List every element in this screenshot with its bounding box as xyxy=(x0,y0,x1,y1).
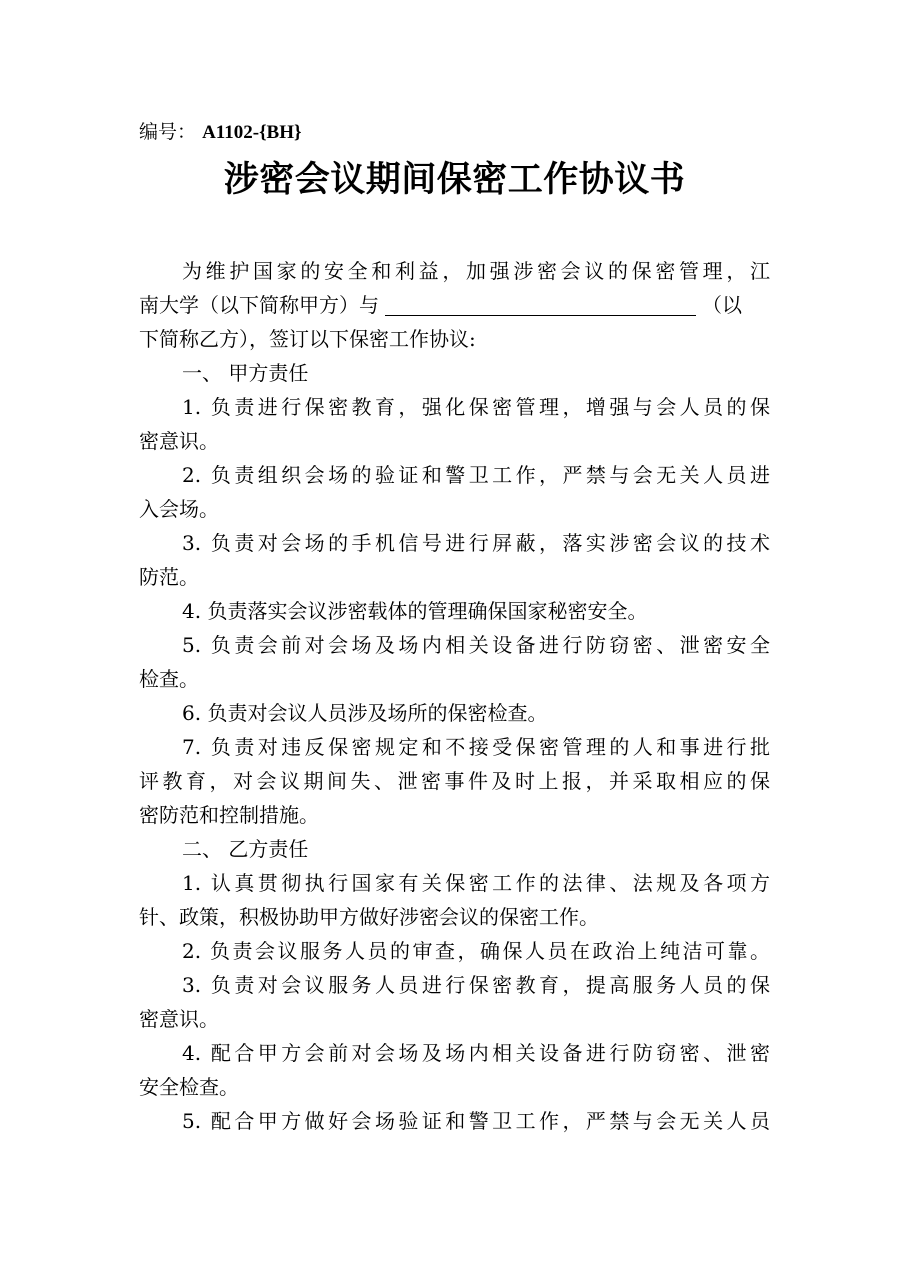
serial-label: 编号： xyxy=(139,121,197,143)
clause-line: 检查。 xyxy=(139,667,199,691)
document-title: 涉密会议期间保密工作协议书 xyxy=(223,160,686,200)
intro-text: （以 xyxy=(702,293,742,317)
section-heading-party-a: 一、 甲方责任 xyxy=(182,361,309,385)
clause-line: 3. 负责对会议服务人员进行保密教育，提高服务人员的保 xyxy=(182,973,770,997)
serial-number-line xyxy=(139,117,302,147)
serial-number: A1102-{BH} xyxy=(202,122,302,143)
clause-line: 2. 负责组织会场的验证和警卫工作，严禁与会无关人员进 xyxy=(182,463,770,487)
section-heading-party-b: 二、 乙方责任 xyxy=(182,837,309,861)
document-body xyxy=(139,254,770,1138)
clause-line: 密意识。 xyxy=(139,429,219,453)
clause-line: 3. 负责对会场的手机信号进行屏蔽，落实涉密会议的技术 xyxy=(182,531,770,555)
clause-line: 1. 负责进行保密教育，强化保密管理，增强与会人员的保 xyxy=(182,395,770,419)
clause-line: 5. 配合甲方做好会场验证和警卫工作，严禁与会无关人员 xyxy=(182,1109,770,1133)
clause-line: 针、政策，积极协助甲方做好涉密会议的保密工作。 xyxy=(139,905,599,929)
intro-line: 下简称乙方），签订以下保密工作协议: xyxy=(139,327,476,351)
clause-line: 密防范和控制措施。 xyxy=(139,803,319,827)
clause-line: 入会场。 xyxy=(139,497,219,521)
party-b-blank-line xyxy=(385,293,696,316)
intro-line-with-blank xyxy=(139,288,770,322)
clause-line: 1. 认真贯彻执行国家有关保密工作的法律、法规及各项方 xyxy=(182,871,770,895)
clause-line: 2. 负责会议服务人员的审查，确保人员在政治上纯洁可靠。 xyxy=(182,939,770,963)
clause-line: 防范。 xyxy=(139,565,199,589)
clause-line: 4. 负责落实会议涉密载体的管理确保国家秘密安全。 xyxy=(182,599,648,623)
clause-line: 7. 负责对违反保密规定和不接受保密管理的人和事进行批 xyxy=(182,735,770,759)
intro-text: 南大学（以下简称甲方）与 xyxy=(139,293,379,317)
intro-line: 为维护国家的安全和利益，加强涉密会议的保密管理，江 xyxy=(182,259,770,283)
clause-line: 5. 负责会前对会场及场内相关设备进行防窃密、泄密安全 xyxy=(182,633,770,657)
clause-line: 6. 负责对会议人员涉及场所的保密检查。 xyxy=(182,701,548,725)
clause-line: 密意识。 xyxy=(139,1007,219,1031)
clause-line: 评教育，对会议期间失、泄密事件及时上报，并采取相应的保 xyxy=(139,769,770,793)
clause-line: 4. 配合甲方会前对会场及场内相关设备进行防窃密、泄密 xyxy=(182,1041,770,1065)
clause-line: 安全检查。 xyxy=(139,1075,239,1099)
